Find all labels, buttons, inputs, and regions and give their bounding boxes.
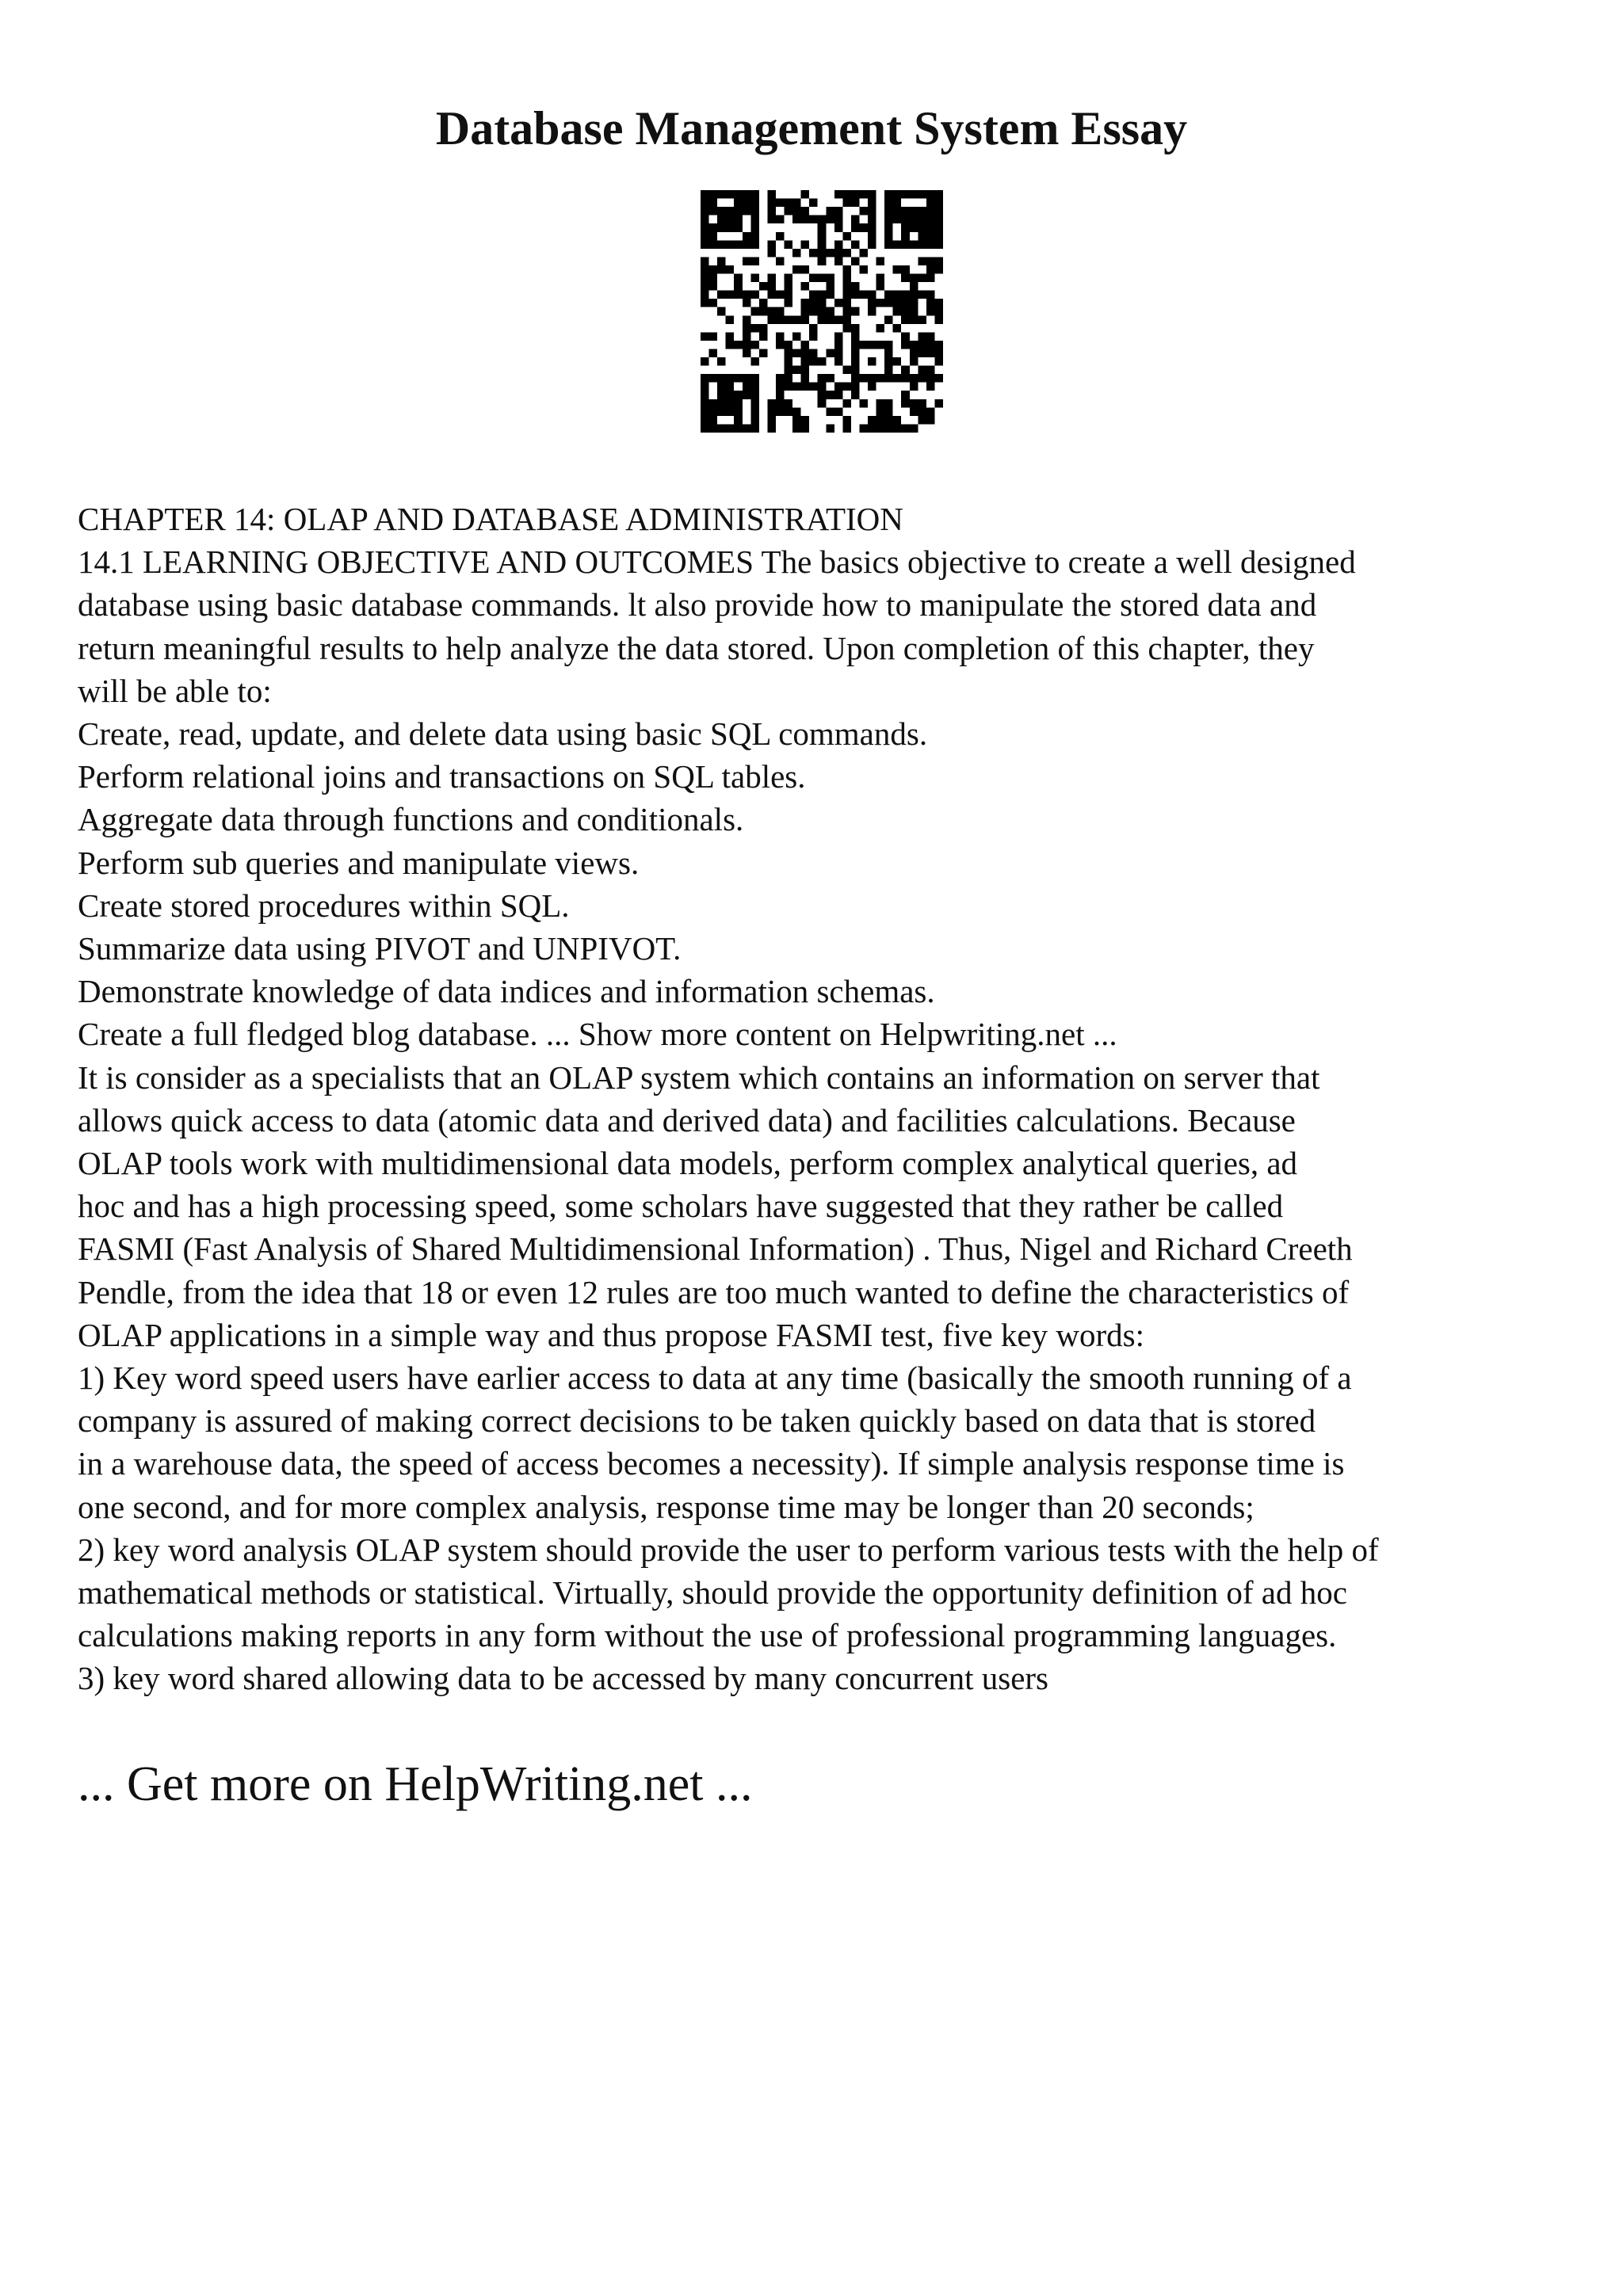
body-line: Demonstrate knowledge of data indices and information schemas. xyxy=(78,973,935,1010)
body-line: 14.1 LEARNING OBJECTIVE AND OUTCOMES The basics objective to create a well designed xyxy=(78,543,1356,581)
qr-code-icon[interactable] xyxy=(701,190,943,433)
body-line: allows quick access to data (atomic data and derived data) and facilities calculations. Because xyxy=(78,1101,1296,1138)
body-line: mathematical methods or statistical. Virtually, should provide the opportunity definition of ad hoc xyxy=(78,1574,1347,1611)
body-line: one second, and for more complex analysis, response time may be longer than 20 seconds; xyxy=(78,1488,1254,1525)
body-line: CHAPTER 14: OLAP AND DATABASE ADMINISTRATION xyxy=(78,501,903,537)
body-line: Aggregate data through functions and conditionals. xyxy=(78,801,744,838)
body-line: in a warehouse data, the speed of access becomes a necessity). If simple analysis response time is xyxy=(78,1445,1345,1482)
body-line: return meaningful results to help analyze the data stored. Upon completion of this chapter, they xyxy=(78,629,1315,666)
body-line: It is consider as a specialists that an OLAP system which contains an information on server that xyxy=(78,1058,1320,1096)
body-line: database using basic database commands. lt also provide how to manipulate the stored data and xyxy=(78,586,1317,624)
body-line: 3) key word shared allowing data to be accessed by many concurrent users xyxy=(78,1660,1049,1697)
body-line: Perform sub queries and manipulate views. xyxy=(78,844,640,881)
body-line: OLAP tools work with multidimensional data models, perform complex analytical queries, ad xyxy=(78,1145,1298,1182)
body-line: Perform relational joins and transactions on SQL tables. xyxy=(78,758,806,795)
body-line: FASMI (Fast Analysis of Shared Multidimensional Information) . Thus, Nigel and Richard Creeth xyxy=(78,1230,1353,1268)
body-line: Summarize data using PIVOT and UNPIVOT. xyxy=(78,930,682,967)
body-line: Create a full fledged blog database. ... Show more content on Helpwriting.net ... xyxy=(78,1016,1117,1053)
body-line: will be able to: xyxy=(78,672,272,709)
get-more-link[interactable]: ... Get more on HelpWriting.net ... xyxy=(78,1757,753,1811)
body-line: 2) key word analysis OLAP system should provide the user to perform various tests with the help of xyxy=(78,1531,1379,1568)
body-line: Create stored procedures within SQL. xyxy=(78,887,570,924)
essay-body xyxy=(78,498,1568,1700)
body-line: Create, read, update, and delete data using basic SQL commands. xyxy=(78,715,928,753)
body-line: Pendle, from the idea that 18 or even 12 rules are too much wanted to define the characteristics of xyxy=(78,1273,1350,1310)
page-title: Database Management System Essay xyxy=(435,102,1188,154)
body-line: calculations making reports in any form without the use of professional programming languages. xyxy=(78,1617,1337,1654)
body-line: 1) Key word speed users have earlier access to data at any time (basically the smooth running of a xyxy=(78,1360,1352,1397)
body-line: company is assured of making correct decisions to be taken quickly based on data that is stored xyxy=(78,1402,1316,1440)
body-line: OLAP applications in a simple way and thus propose FASMI test, five key words: xyxy=(78,1316,1144,1353)
body-line: hoc and has a high processing speed, some scholars have suggested that they rather be called xyxy=(78,1188,1284,1225)
